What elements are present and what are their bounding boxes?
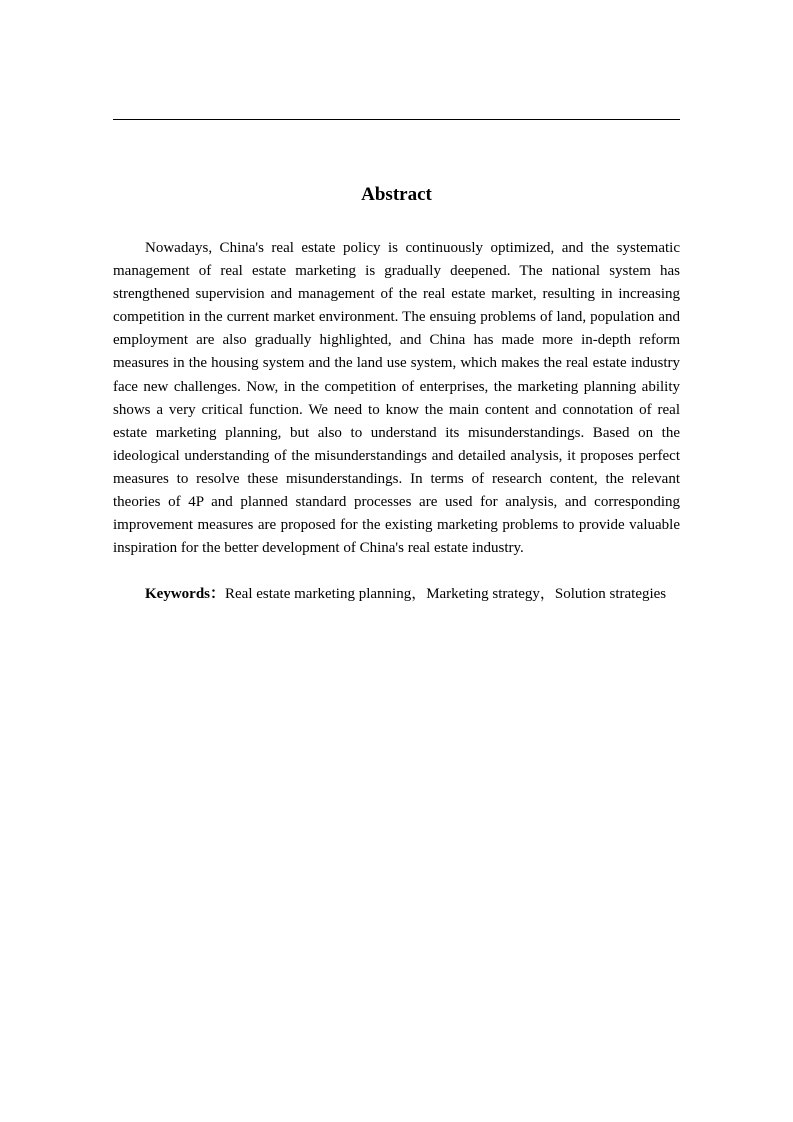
header-rule (113, 119, 680, 120)
abstract-title: Abstract (361, 184, 432, 205)
abstract-body: Nowadays, China's real estate policy is continuously optimized, and the systematic management of real estate marketing is gradually deepened. The national system has strengthened supervision and management of the real estate market, resulting in increasing competition in the current market environment. The ensuing problems of land, population and employment are also gradually highlighted, and China has made more in-depth reform measures in the housing system and the land use system, which makes the real estate industry face new challenges. Now, in the competition of enterprises, the marketing planning ability shows a very critical function. We need to know the main content and connotation of real estate marketing planning, but also to understand its misunderstandings. Based on the ideological understanding of the misunderstandings and detailed analysis, it proposes perfect measures to resolve these misunderstandings. In terms of research content, the relevant theories of 4P and planned standard processes are used for analysis, and corresponding improvement measures are proposed for the existing marketing problems to provide valuable inspiration for the better development of China's real estate industry. (113, 240, 680, 557)
keywords-line (113, 583, 680, 606)
keywords-text: Real estate marketing planning，Marketing strategy，Solution strategies (225, 586, 667, 602)
keywords-label: Keywords： (145, 586, 225, 602)
